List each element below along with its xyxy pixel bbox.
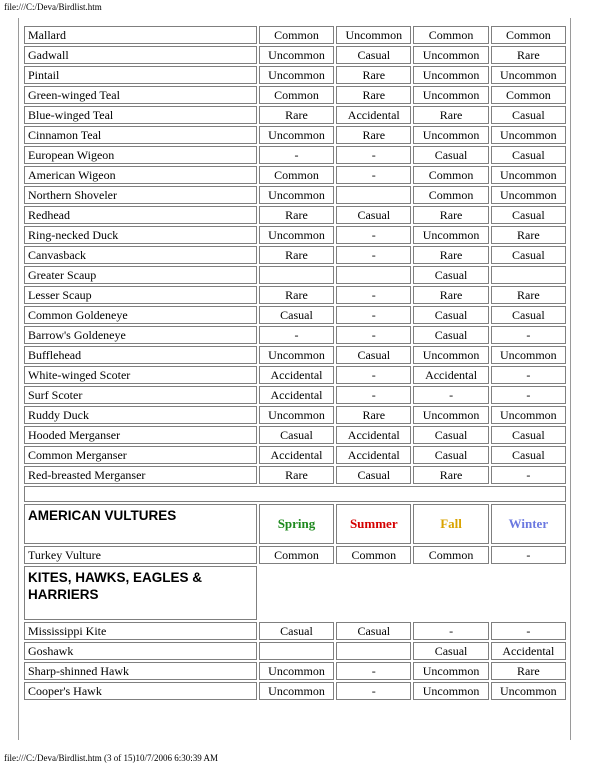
abundance-cell: - [336,662,411,680]
species-name: Mississippi Kite [24,622,257,640]
table-row [24,226,566,244]
abundance-cell: Casual [491,206,566,224]
abundance-cell: Uncommon [413,66,488,84]
abundance-cell: Casual [336,346,411,364]
abundance-cell: Rare [491,286,566,304]
species-name: Blue-winged Teal [24,106,257,124]
hawks-header-row [24,566,566,620]
abundance-cell: - [491,546,566,564]
abundance-cell: Casual [491,146,566,164]
abundance-cell: Uncommon [491,126,566,144]
abundance-cell: Common [413,546,488,564]
abundance-cell: Rare [491,46,566,64]
browser-header-path: file:///C:/Deva/Birdlist.htm [4,2,102,12]
abundance-cell: Rare [259,206,334,224]
abundance-cell: - [491,622,566,640]
table-row [24,66,566,84]
abundance-cell: Accidental [336,446,411,464]
table-row [24,386,566,404]
abundance-cell: Common [259,166,334,184]
table-row [24,186,566,204]
abundance-cell: Casual [491,306,566,324]
abundance-cell: Casual [259,622,334,640]
table-row [24,266,566,284]
abundance-cell: - [336,146,411,164]
abundance-cell: Accidental [336,426,411,444]
table-row [24,406,566,424]
abundance-cell: Rare [336,86,411,104]
abundance-cell: Uncommon [491,186,566,204]
abundance-cell [259,266,334,284]
abundance-cell: Casual [491,426,566,444]
abundance-cell: - [336,682,411,700]
abundance-cell: - [336,226,411,244]
season-fall: Fall [413,504,488,544]
abundance-cell: Casual [491,246,566,264]
abundance-cell: Casual [413,146,488,164]
abundance-cell: Uncommon [259,46,334,64]
abundance-cell: Common [491,86,566,104]
abundance-cell: Uncommon [413,86,488,104]
table-row [24,286,566,304]
season-summer: Summer [336,504,411,544]
abundance-cell [336,642,411,660]
hawks-rows [24,622,566,700]
table-row [24,26,566,44]
abundance-cell: Rare [259,286,334,304]
abundance-cell: Rare [491,662,566,680]
abundance-cell: Rare [259,466,334,484]
page-right-rule [570,18,571,740]
table-row [24,326,566,344]
abundance-cell: Casual [413,642,488,660]
species-name: Goshawk [24,642,257,660]
abundance-cell: Rare [259,106,334,124]
bird-checklist-table [22,24,568,702]
abundance-cell: - [413,386,488,404]
abundance-cell: Uncommon [413,126,488,144]
species-name: American Wigeon [24,166,257,184]
species-name: Canvasback [24,246,257,264]
abundance-cell: Common [259,546,334,564]
section-title-vultures: AMERICAN VULTURES [24,504,257,544]
abundance-cell: Uncommon [491,682,566,700]
abundance-cell: Uncommon [259,126,334,144]
season-spring: Spring [259,504,334,544]
abundance-cell [259,642,334,660]
abundance-cell: Uncommon [259,406,334,424]
abundance-cell: Rare [413,286,488,304]
abundance-cell: Casual [259,426,334,444]
abundance-cell: Uncommon [259,66,334,84]
section-gap [24,486,566,502]
table-row [24,306,566,324]
abundance-cell: Casual [413,446,488,464]
abundance-cell: Common [259,86,334,104]
table-row [24,546,566,564]
abundance-cell: Uncommon [491,406,566,424]
species-name: Cooper's Hawk [24,682,257,700]
species-name: Bufflehead [24,346,257,364]
abundance-cell: Casual [259,306,334,324]
abundance-cell: Casual [336,206,411,224]
species-name: Northern Shoveler [24,186,257,204]
abundance-cell: Common [259,26,334,44]
abundance-cell: Casual [413,266,488,284]
abundance-cell: - [259,146,334,164]
abundance-cell: Uncommon [259,682,334,700]
species-name: Hooded Merganser [24,426,257,444]
abundance-cell: Common [336,546,411,564]
abundance-cell: Uncommon [413,346,488,364]
species-name: Greater Scaup [24,266,257,284]
page-left-rule [18,18,19,740]
table-row [24,426,566,444]
abundance-cell: Rare [413,206,488,224]
table-row [24,126,566,144]
abundance-cell: - [259,326,334,344]
abundance-cell: Casual [336,466,411,484]
abundance-cell: Uncommon [413,682,488,700]
table-row [24,466,566,484]
abundance-cell: - [491,386,566,404]
vultures-header-row [24,504,566,544]
abundance-cell: - [336,166,411,184]
abundance-cell: Accidental [336,106,411,124]
abundance-cell: Rare [413,246,488,264]
abundance-cell: Uncommon [259,226,334,244]
abundance-cell: Common [413,26,488,44]
table-row [24,366,566,384]
hawks-section [24,566,566,620]
abundance-cell: Uncommon [491,346,566,364]
abundance-cell: Rare [336,66,411,84]
table-row [24,166,566,184]
species-name: Red-breasted Merganser [24,466,257,484]
abundance-cell: Casual [413,426,488,444]
abundance-cell: Accidental [413,366,488,384]
species-name: Turkey Vulture [24,546,257,564]
abundance-cell: Uncommon [259,186,334,204]
abundance-cell: Uncommon [413,406,488,424]
species-name: Common Merganser [24,446,257,464]
species-name: Mallard [24,26,257,44]
season-winter: Winter [491,504,566,544]
abundance-cell: Casual [336,46,411,64]
vultures-rows [24,546,566,564]
abundance-cell: - [491,326,566,344]
table-row [24,106,566,124]
abundance-cell: Casual [491,446,566,464]
abundance-cell: Rare [259,246,334,264]
table-row [24,682,566,700]
abundance-cell: Casual [491,106,566,124]
table-row [24,622,566,640]
abundance-cell: Accidental [491,642,566,660]
table-row [24,86,566,104]
species-name: Redhead [24,206,257,224]
abundance-cell: - [336,326,411,344]
hawks-header-blank [259,566,566,620]
abundance-cell [336,186,411,204]
abundance-cell: Rare [413,466,488,484]
abundance-cell: Rare [336,126,411,144]
species-name: Green-winged Teal [24,86,257,104]
species-name: Ruddy Duck [24,406,257,424]
abundance-cell: Common [413,166,488,184]
species-name: Lesser Scaup [24,286,257,304]
abundance-cell: Common [413,186,488,204]
table-row [24,206,566,224]
abundance-cell: Uncommon [259,346,334,364]
species-name: Cinnamon Teal [24,126,257,144]
abundance-cell: Casual [413,326,488,344]
species-name: Barrow's Goldeneye [24,326,257,344]
table-row [24,146,566,164]
abundance-cell: Accidental [259,386,334,404]
abundance-cell: - [336,246,411,264]
abundance-cell: Common [491,26,566,44]
vultures-section [24,504,566,544]
abundance-cell [491,266,566,284]
abundance-cell: Uncommon [413,226,488,244]
abundance-cell: - [336,286,411,304]
species-name: White-winged Scoter [24,366,257,384]
section-title-hawks: KITES, HAWKS, EAGLES & HARRIERS [24,566,257,620]
abundance-cell: - [491,466,566,484]
abundance-cell: Casual [336,622,411,640]
species-name: Sharp-shinned Hawk [24,662,257,680]
abundance-cell: Uncommon [491,66,566,84]
abundance-cell: Rare [491,226,566,244]
table-row [24,346,566,364]
spacer-cell [24,486,566,502]
ducks-section [24,26,566,484]
abundance-cell: Rare [336,406,411,424]
browser-footer-path: file:///C:/Deva/Birdlist.htm (3 of 15)10/7/2006 6:30:39 AM [4,753,218,763]
abundance-cell: Accidental [259,366,334,384]
abundance-cell: - [413,622,488,640]
abundance-cell: Uncommon [336,26,411,44]
table-row [24,246,566,264]
species-name: Surf Scoter [24,386,257,404]
table-row [24,46,566,64]
abundance-cell: - [336,366,411,384]
abundance-cell: Rare [413,106,488,124]
species-name: Ring-necked Duck [24,226,257,244]
table-row [24,642,566,660]
species-name: European Wigeon [24,146,257,164]
table-row [24,662,566,680]
abundance-cell: - [491,366,566,384]
abundance-cell: Uncommon [413,46,488,64]
species-name: Pintail [24,66,257,84]
abundance-cell: Uncommon [413,662,488,680]
species-name: Gadwall [24,46,257,64]
table-row [24,446,566,464]
abundance-cell: - [336,306,411,324]
species-name: Common Goldeneye [24,306,257,324]
abundance-cell: Uncommon [491,166,566,184]
abundance-cell: - [336,386,411,404]
abundance-cell [336,266,411,284]
abundance-cell: Casual [413,306,488,324]
abundance-cell: Uncommon [259,662,334,680]
abundance-cell: Accidental [259,446,334,464]
